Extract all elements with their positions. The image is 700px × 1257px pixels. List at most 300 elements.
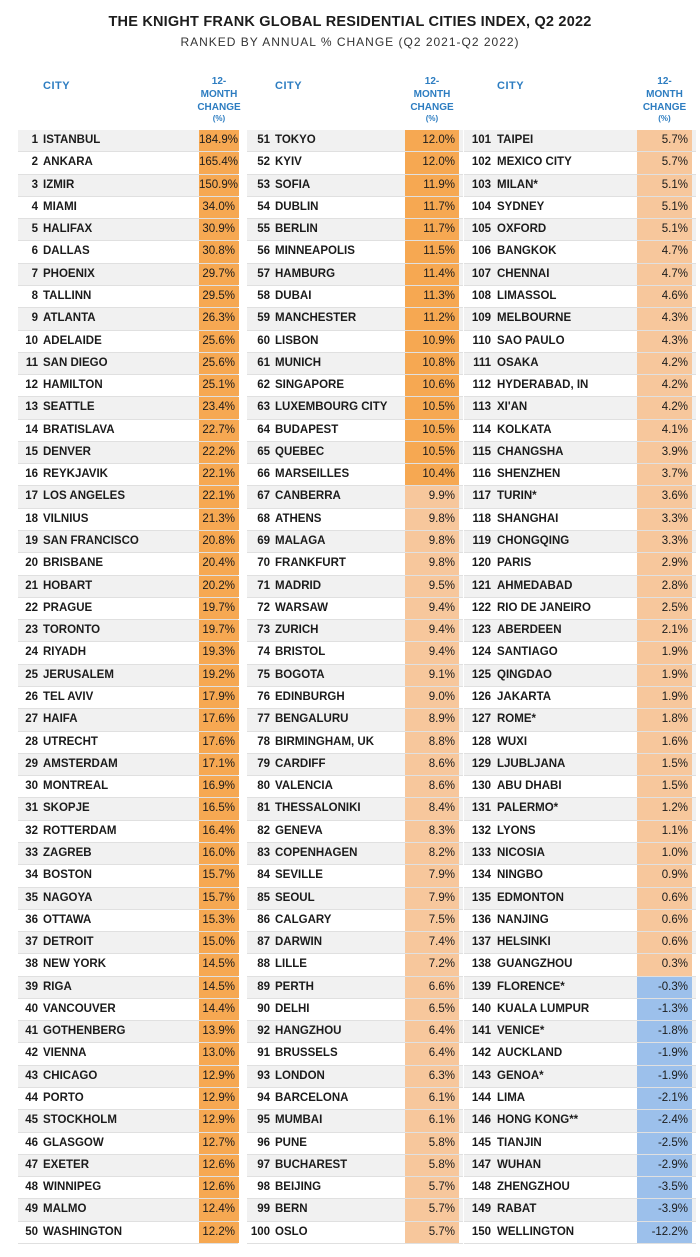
- city-cell: HANGZHOU: [275, 1025, 342, 1038]
- change-value-cell: 4.7%: [637, 241, 692, 262]
- rank-cell: 83: [257, 846, 270, 859]
- table-row: [464, 286, 696, 308]
- table-row: [18, 1199, 238, 1221]
- rank-cell: 90: [257, 1002, 270, 1015]
- city-cell: DUBLIN: [275, 200, 319, 213]
- change-value-cell: 34.0%: [199, 197, 239, 218]
- rank-cell: 66: [257, 468, 270, 481]
- change-value-cell: 15.0%: [199, 932, 239, 953]
- table-row: [247, 843, 463, 865]
- city-cell: WASHINGTON: [43, 1225, 123, 1238]
- change-value-cell: 10.9%: [405, 331, 459, 352]
- change-value-cell: -2.4%: [637, 1110, 692, 1131]
- city-cell: NEW YORK: [43, 958, 107, 971]
- table-row: [464, 1088, 696, 1110]
- change-value-cell: 6.1%: [405, 1110, 459, 1131]
- rank-cell: 131: [471, 802, 491, 815]
- table-row: [247, 375, 463, 397]
- table-row: [18, 241, 238, 263]
- rank-cell: 16: [25, 468, 38, 481]
- change-value-cell: -0.3%: [637, 977, 692, 998]
- change-value-cell: 7.4%: [405, 932, 459, 953]
- change-value-cell: 10.6%: [405, 375, 459, 396]
- city-cell: WINNIPEG: [43, 1181, 102, 1194]
- city-cell: EXETER: [43, 1158, 90, 1171]
- rank-cell: 20: [25, 557, 38, 570]
- table-row: [464, 375, 696, 397]
- change-value-cell: 6.3%: [405, 1066, 459, 1087]
- rank-cell: 48: [25, 1181, 38, 1194]
- table-row: [18, 286, 238, 308]
- rank-cell: 3: [31, 178, 38, 191]
- rank-cell: 49: [25, 1203, 38, 1216]
- city-cell: NAGOYA: [43, 891, 93, 904]
- change-value-cell: 8.9%: [405, 709, 459, 730]
- rank-cell: 130: [471, 780, 491, 793]
- city-cell: MALAGA: [275, 535, 326, 548]
- city-cell: NANJING: [497, 913, 549, 926]
- change-value-cell: 26.3%: [199, 308, 239, 329]
- city-cell: RIO DE JANEIRO: [497, 601, 591, 614]
- change-value-cell: 3.3%: [637, 531, 692, 552]
- city-cell: TORONTO: [43, 624, 101, 637]
- change-value-cell: 4.2%: [637, 353, 692, 374]
- rank-cell: 17: [25, 490, 38, 503]
- table-row: [247, 1110, 463, 1132]
- table-row: [464, 331, 696, 353]
- rank-cell: 121: [471, 579, 491, 592]
- city-cell: CARDIFF: [275, 757, 326, 770]
- table-row: [18, 1066, 238, 1088]
- table-row: [247, 1043, 463, 1065]
- rank-cell: 23: [25, 624, 38, 637]
- city-cell: EDINBURGH: [275, 691, 345, 703]
- change-value-cell: 12.0%: [405, 130, 459, 151]
- table-row: [247, 219, 463, 241]
- city-cell: RIGA: [43, 980, 72, 993]
- change-value-cell: 5.7%: [405, 1199, 459, 1220]
- city-cell: SAN FRANCISCO: [43, 535, 139, 548]
- rank-cell: 105: [471, 223, 491, 236]
- city-cell: OSLO: [275, 1225, 308, 1238]
- change-value-cell: 29.5%: [199, 286, 239, 307]
- table-row: [247, 1199, 463, 1221]
- city-cell: HONG KONG**: [497, 1114, 579, 1127]
- city-cell: BANGKOK: [497, 245, 557, 258]
- change-value-cell: 9.4%: [405, 642, 459, 663]
- change-value-cell: 9.1%: [405, 665, 459, 686]
- change-value-cell: -1.3%: [637, 999, 692, 1020]
- rank-cell: 40: [25, 1002, 38, 1015]
- change-value-cell: 5.7%: [405, 1177, 459, 1198]
- table-row: [247, 420, 463, 442]
- rank-cell: 137: [471, 936, 491, 949]
- change-value-cell: 9.9%: [405, 486, 459, 507]
- city-column-header: CITY: [43, 80, 71, 92]
- city-cell: MALMO: [43, 1203, 87, 1216]
- rank-cell: 19: [25, 535, 38, 548]
- rank-cell: 8: [31, 289, 38, 302]
- city-cell: VIENNA: [43, 1047, 87, 1060]
- table-row: [247, 598, 463, 620]
- city-cell: HAIFA: [43, 713, 78, 726]
- city-cell: VALENCIA: [275, 780, 333, 793]
- city-cell: BUDAPEST: [275, 423, 339, 436]
- change-value-cell: 1.8%: [637, 709, 692, 730]
- city-cell: ADELAIDE: [43, 334, 102, 347]
- rank-cell: 113: [472, 401, 491, 414]
- change-value-cell: 1.0%: [637, 843, 692, 864]
- city-cell: DETROIT: [43, 936, 94, 949]
- city-cell: MUMBAI: [275, 1114, 323, 1127]
- change-value-cell: 12.4%: [199, 1199, 239, 1220]
- table-row: [18, 397, 238, 419]
- table-row: [247, 464, 463, 486]
- table-row: [18, 152, 238, 174]
- rank-cell: 52: [257, 156, 270, 169]
- table-row: [18, 754, 238, 776]
- city-cell: WARSAW: [275, 601, 329, 614]
- change-value-cell: -1.9%: [637, 1043, 692, 1064]
- table-row: [247, 509, 463, 531]
- table-row: [18, 308, 238, 330]
- change-value-cell: -1.8%: [637, 1021, 692, 1042]
- change-value-cell: 7.9%: [405, 865, 459, 886]
- table-row: [464, 397, 696, 419]
- city-cell: WELLINGTON: [497, 1225, 575, 1238]
- change-value-cell: -2.1%: [637, 1088, 692, 1109]
- city-cell: PARIS: [497, 557, 532, 570]
- city-cell: MEXICO CITY: [497, 156, 572, 169]
- table-row: [18, 130, 238, 152]
- city-cell: TURIN*: [497, 490, 537, 503]
- city-cell: OXFORD: [497, 223, 547, 236]
- change-value-cell: 9.5%: [405, 576, 459, 597]
- city-cell: CHENNAI: [497, 267, 550, 280]
- city-cell: ATLANTA: [43, 312, 96, 325]
- rank-cell: 123: [471, 624, 491, 637]
- city-cell: HYDERABAD, IN: [497, 379, 589, 392]
- rank-cell: 29: [25, 757, 38, 770]
- ranking-column-1: [18, 72, 241, 1248]
- rank-cell: 14: [25, 423, 38, 436]
- table-row: [18, 620, 238, 642]
- city-cell: HALIFAX: [43, 223, 93, 236]
- city-cell: BRUSSELS: [275, 1047, 338, 1060]
- city-cell: SAO PAULO: [497, 334, 565, 347]
- rank-cell: 4: [31, 200, 38, 213]
- table-row: [247, 776, 463, 798]
- change-value-cell: 0.6%: [637, 932, 692, 953]
- rank-cell: 58: [257, 289, 270, 302]
- city-cell: BERN: [275, 1203, 308, 1216]
- city-cell: DUBAI: [275, 289, 312, 302]
- city-cell: QINGDAO: [497, 668, 552, 681]
- change-value-cell: -1.9%: [637, 1066, 692, 1087]
- table-row: [18, 1155, 238, 1177]
- rank-cell: 59: [257, 312, 270, 325]
- city-cell: MILAN*: [497, 178, 538, 191]
- change-value-cell: 7.2%: [405, 954, 459, 975]
- city-cell: JAKARTA: [497, 691, 552, 703]
- table-row: [464, 1177, 696, 1199]
- table-row: [247, 954, 463, 976]
- rank-cell: 139: [471, 980, 491, 993]
- table-row: [464, 821, 696, 843]
- rank-cell: 57: [257, 267, 270, 280]
- change-value-cell: 3.7%: [637, 464, 692, 485]
- change-value-cell: 21.3%: [199, 509, 239, 530]
- rank-cell: 67: [257, 490, 270, 503]
- city-cell: TOKYO: [275, 134, 316, 146]
- rank-cell: 149: [471, 1203, 491, 1216]
- rank-cell: 95: [257, 1114, 270, 1127]
- rank-cell: 106: [471, 245, 491, 258]
- table-row: [18, 798, 238, 820]
- change-value-cell: 4.6%: [637, 286, 692, 307]
- table-row: [18, 486, 238, 508]
- city-cell: MONTREAL: [43, 780, 109, 793]
- rank-cell: 110: [472, 334, 491, 347]
- change-value-cell: 17.1%: [199, 754, 239, 775]
- change-value-cell: 5.7%: [405, 1222, 459, 1243]
- change-value-cell: 14.4%: [199, 999, 239, 1020]
- table-row: [18, 175, 238, 197]
- change-value-cell: 9.8%: [405, 531, 459, 552]
- city-cell: SYDNEY: [497, 200, 545, 213]
- city-cell: FRANKFURT: [275, 557, 346, 570]
- change-value-cell: 11.3%: [405, 286, 459, 307]
- rank-cell: 32: [25, 824, 38, 837]
- rank-cell: 41: [25, 1025, 38, 1038]
- rank-cell: 134: [471, 869, 491, 882]
- city-cell: TEL AVIV: [43, 691, 94, 703]
- table-row: [247, 910, 463, 932]
- table-row: [18, 219, 238, 241]
- city-cell: UTRECHT: [43, 735, 98, 748]
- change-value-cell: 11.7%: [405, 197, 459, 218]
- table-row: [247, 1088, 463, 1110]
- change-value-cell: 1.5%: [637, 754, 692, 775]
- table-row: [247, 821, 463, 843]
- rank-cell: 30: [25, 780, 38, 793]
- change-value-cell: 9.4%: [405, 598, 459, 619]
- rank-cell: 9: [31, 312, 38, 325]
- rank-cell: 94: [257, 1092, 270, 1105]
- rank-cell: 13: [25, 401, 38, 414]
- rank-cell: 146: [471, 1114, 491, 1127]
- city-cell: ROTTERDAM: [43, 824, 117, 837]
- rank-cell: 22: [25, 601, 38, 614]
- city-cell: MIAMI: [43, 200, 77, 213]
- change-value-cell: 5.7%: [637, 152, 692, 173]
- city-cell: CHONGQING: [497, 535, 570, 548]
- change-value-cell: 165.4%: [199, 152, 239, 173]
- rank-cell: 124: [471, 646, 491, 659]
- city-cell: HAMBURG: [275, 267, 336, 280]
- rank-cell: 80: [257, 780, 270, 793]
- city-cell: GENEVA: [275, 824, 323, 837]
- change-value-cell: 2.9%: [637, 553, 692, 574]
- table-row: [18, 264, 238, 286]
- change-value-cell: 8.6%: [405, 754, 459, 775]
- city-cell: DALLAS: [43, 245, 90, 258]
- rank-cell: 109: [471, 312, 491, 325]
- rank-cell: 1: [31, 134, 38, 146]
- city-column-header: CITY: [275, 80, 303, 92]
- change-value-cell: 20.4%: [199, 553, 239, 574]
- rank-cell: 7: [31, 267, 38, 280]
- rank-cell: 42: [25, 1047, 38, 1060]
- table-row: [464, 620, 696, 642]
- change-value-cell: 12.6%: [199, 1177, 239, 1198]
- change-value-cell: 1.9%: [637, 665, 692, 686]
- rank-cell: 111: [473, 356, 491, 369]
- city-cell: LJUBLJANA: [497, 757, 566, 770]
- table-row: [18, 375, 238, 397]
- rank-cell: 142: [471, 1047, 491, 1060]
- city-cell: BERLIN: [275, 223, 318, 236]
- change-value-cell: 4.2%: [637, 375, 692, 396]
- city-cell: SHENZHEN: [497, 468, 561, 481]
- change-value-cell: 1.1%: [637, 821, 692, 842]
- change-value-cell: 5.1%: [637, 219, 692, 240]
- table-row: [18, 1110, 238, 1132]
- change-value-cell: 0.3%: [637, 954, 692, 975]
- table-row: [18, 442, 238, 464]
- change-value-cell: 1.6%: [637, 732, 692, 753]
- city-cell: SEOUL: [275, 891, 315, 904]
- rank-cell: 112: [472, 379, 491, 392]
- rank-cell: 46: [25, 1136, 38, 1149]
- change-value-cell: 2.5%: [637, 598, 692, 619]
- change-value-cell: 5.8%: [405, 1155, 459, 1176]
- change-value-cell: 17.9%: [199, 687, 239, 708]
- rank-cell: 54: [257, 200, 270, 213]
- table-row: [247, 977, 463, 999]
- city-cell: KUALA LUMPUR: [497, 1002, 590, 1015]
- rank-cell: 34: [25, 869, 38, 882]
- change-value-cell: 6.6%: [405, 977, 459, 998]
- table-row: [18, 531, 238, 553]
- city-cell: PUNE: [275, 1136, 307, 1149]
- rank-cell: 86: [257, 913, 270, 926]
- city-cell: MELBOURNE: [497, 312, 572, 325]
- table-row: [18, 843, 238, 865]
- table-row: [464, 798, 696, 820]
- change-value-cell: 5.8%: [405, 1133, 459, 1154]
- rank-cell: 21: [25, 579, 38, 592]
- change-value-cell: 2.1%: [637, 620, 692, 641]
- change-value-cell: 15.7%: [199, 888, 239, 909]
- city-cell: GLASGOW: [43, 1136, 104, 1149]
- change-value-cell: 12.6%: [199, 1155, 239, 1176]
- table-row: [18, 888, 238, 910]
- change-value-cell: 10.4%: [405, 464, 459, 485]
- table-row: [18, 687, 238, 709]
- table-row: [247, 397, 463, 419]
- rank-cell: 43: [25, 1069, 38, 1082]
- city-cell: COPENHAGEN: [275, 846, 358, 859]
- change-value-cell: 8.2%: [405, 843, 459, 864]
- ranking-column-3: [464, 72, 696, 1248]
- rank-cell: 91: [257, 1047, 270, 1060]
- change-value-cell: 19.7%: [199, 598, 239, 619]
- change-value-cell: 7.9%: [405, 888, 459, 909]
- city-cell: SAN DIEGO: [43, 356, 108, 369]
- rank-cell: 79: [257, 757, 270, 770]
- table-row: [18, 999, 238, 1021]
- table-row: [247, 865, 463, 887]
- city-cell: ABU DHABI: [497, 780, 562, 793]
- ranking-column-2: [247, 72, 463, 1248]
- rank-cell: 114: [472, 423, 491, 436]
- table-row: [247, 130, 463, 152]
- table-row: [18, 420, 238, 442]
- city-cell: CANBERRA: [275, 490, 341, 503]
- city-cell: ZURICH: [275, 624, 319, 637]
- city-cell: MUNICH: [275, 356, 321, 369]
- rank-cell: 55: [257, 223, 270, 236]
- change-value-cell: 12.7%: [199, 1133, 239, 1154]
- change-value-cell: -12.2%: [637, 1222, 692, 1243]
- rank-cell: 96: [257, 1136, 270, 1149]
- change-value-cell: 184.9%: [199, 130, 239, 151]
- rank-cell: 89: [257, 980, 270, 993]
- change-value-cell: 0.6%: [637, 910, 692, 931]
- change-value-cell: 19.7%: [199, 620, 239, 641]
- change-value-cell: 9.4%: [405, 620, 459, 641]
- change-value-cell: 25.1%: [199, 375, 239, 396]
- rank-cell: 147: [471, 1158, 491, 1171]
- table-row: [464, 1021, 696, 1043]
- city-cell: BIRMINGHAM, UK: [275, 735, 375, 748]
- city-cell: VENICE*: [497, 1025, 545, 1038]
- city-cell: BUCHAREST: [275, 1158, 348, 1171]
- rank-cell: 138: [471, 958, 491, 971]
- rank-cell: 75: [257, 668, 270, 681]
- city-cell: AMSTERDAM: [43, 757, 118, 770]
- rank-cell: 150: [471, 1225, 491, 1238]
- change-value-cell: 20.8%: [199, 531, 239, 552]
- table-row: [18, 642, 238, 664]
- city-cell: PORTO: [43, 1092, 84, 1105]
- city-cell: LIMASSOL: [497, 289, 557, 302]
- table-row: [464, 353, 696, 375]
- table-row: [18, 553, 238, 575]
- city-cell: TAIPEI: [497, 134, 534, 146]
- table-row: [464, 642, 696, 664]
- table-row: [247, 732, 463, 754]
- rank-cell: 127: [471, 713, 491, 726]
- rank-cell: 144: [471, 1092, 491, 1105]
- table-row: [247, 642, 463, 664]
- rank-cell: 132: [471, 824, 491, 837]
- city-cell: OSAKA: [497, 356, 539, 369]
- city-cell: KOLKATA: [497, 423, 552, 436]
- table-row: [464, 152, 696, 174]
- change-value-cell: 8.8%: [405, 732, 459, 753]
- city-cell: MARSEILLES: [275, 468, 350, 481]
- table-row: [247, 1177, 463, 1199]
- table-row: [18, 1043, 238, 1065]
- table-row: [464, 932, 696, 954]
- rank-cell: 31: [25, 802, 38, 815]
- rank-cell: 92: [257, 1025, 270, 1038]
- city-cell: XI'AN: [497, 401, 528, 414]
- table-row: [247, 709, 463, 731]
- city-cell: JERUSALEM: [43, 668, 114, 681]
